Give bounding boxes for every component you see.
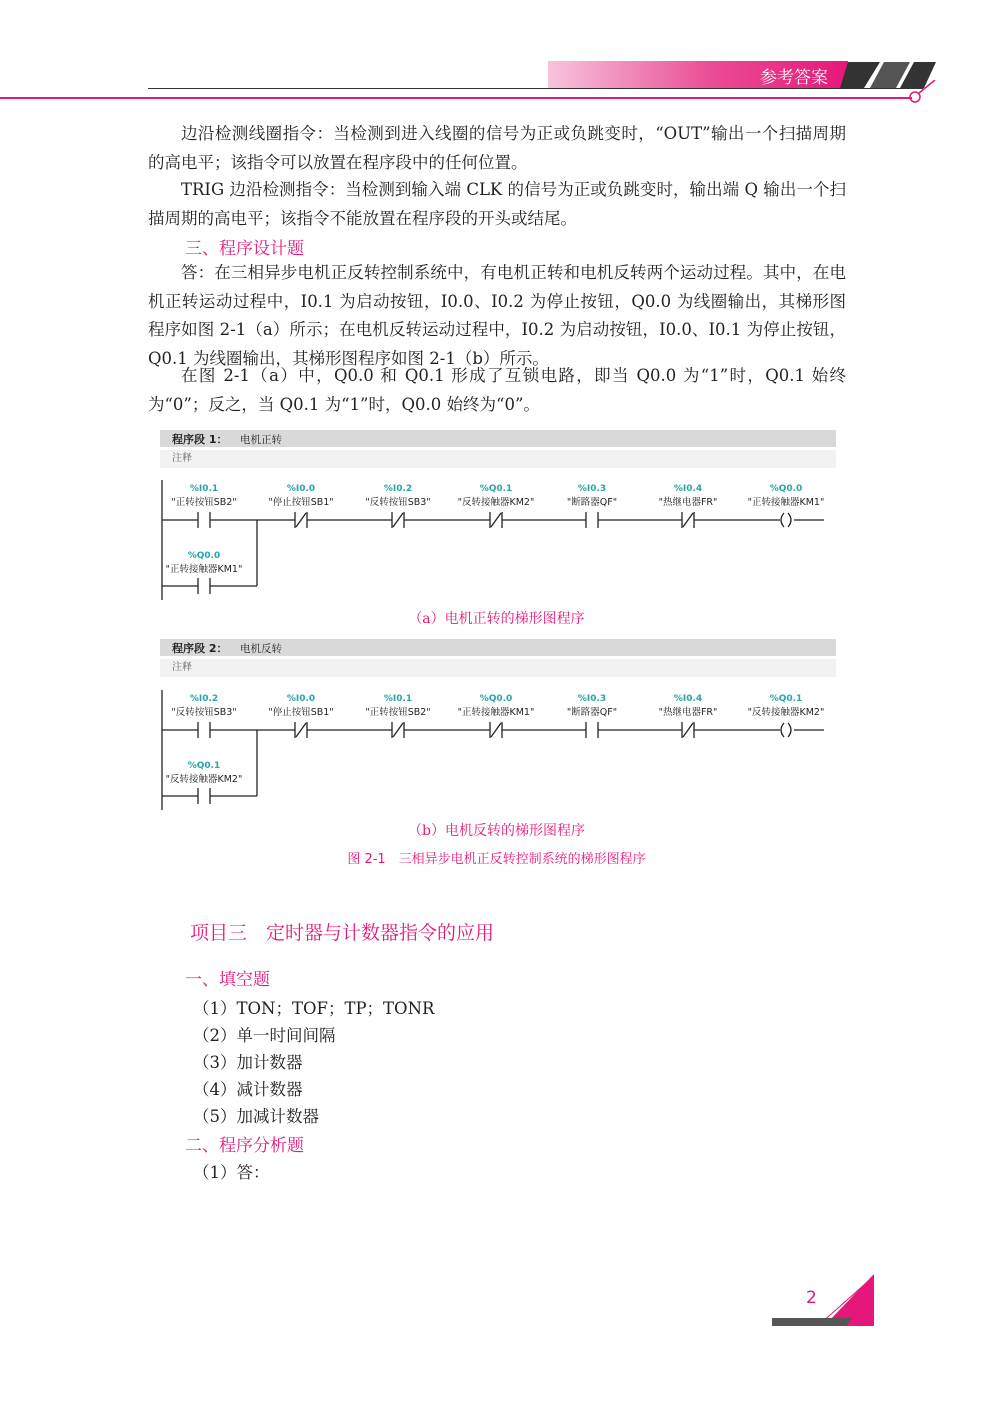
- heading-program-design: 三、程序设计题: [185, 239, 304, 259]
- nc-contact-slash-icon: [296, 723, 306, 737]
- coil-icon: [788, 723, 791, 737]
- heading-fill-blank: 一、填空题: [185, 970, 270, 990]
- ladder-b-comment: 注释: [160, 659, 836, 677]
- paragraph-interlock: 在图 2-1（a）中，Q0.0 和 Q0.1 形成了互锁电路，即当 Q0.0 为“1”时，Q0.1 始终为“0”；反之，当 Q0.1 为“1”时，Q0.0 始终为“0”。: [148, 366, 846, 414]
- section-title: 项目三 定时器与计数器指令的应用: [190, 922, 495, 944]
- contact-address: %I0.3: [577, 484, 607, 494]
- ladder-a-segment-name: 电机正转: [240, 434, 282, 446]
- heading-program-analysis: 二、程序分析题: [185, 1136, 304, 1156]
- ladder-a-caption: （a）电机正转的梯形图程序: [408, 611, 585, 627]
- contact-address: %I0.4: [673, 694, 703, 704]
- branch-name: "反转接触器KM2": [165, 774, 243, 785]
- contact-name: "热继电器FR": [658, 497, 718, 508]
- contact-address: %Q0.1: [769, 694, 803, 704]
- contact-name: "正转接触器KM1": [747, 497, 825, 508]
- list-item: （2）单一时间间隔: [193, 1026, 336, 1045]
- contact-address: %Q0.0: [479, 694, 513, 704]
- nc-contact-slash-icon: [491, 723, 501, 737]
- paragraph-edge-coil: 边沿检测线圈指令：当检测到进入线圈的信号为正或负跳变时，“OUT”输出一个扫描周期的高电平；该指令可以放置在程序段中的任何位置。: [148, 124, 846, 172]
- branch-address: %Q0.0: [187, 551, 221, 561]
- contact-address: %I0.3: [577, 694, 607, 704]
- contact-address: %I0.2: [189, 694, 219, 704]
- nc-contact-slash-icon: [393, 723, 403, 737]
- ladder-a-comment: 注释: [160, 450, 836, 468]
- list-item: （3）加计数器: [193, 1053, 303, 1072]
- branch-name: "正转接触器KM1": [165, 564, 243, 575]
- ladder-b-diagram: [160, 688, 836, 813]
- list-item: （1）TON；TOF；TP；TONR: [193, 999, 435, 1018]
- ladder-a-diagram: [160, 478, 836, 603]
- header-pink-rule: [0, 97, 912, 99]
- list-item: （4）减计数器: [193, 1080, 303, 1099]
- ladder-a-segment-bar: [160, 430, 836, 447]
- contact-name: "反转按钮SB3": [171, 707, 237, 718]
- answer-label: （1）答：: [193, 1163, 270, 1182]
- nc-contact-slash-icon: [683, 513, 693, 527]
- contact-name: "断路器QF": [566, 707, 618, 718]
- coil-icon: [781, 513, 784, 527]
- paragraph-answer: 答：在三相异步电机正反转控制系统中，有电机正转和电机反转两个运动过程。其中，在电机正转运动过程中，I0.1 为启动按钮，I0.0、I0.2 为停止按钮，Q0.0 为线圈输出，其梯形图程序如图 2-1（a）所示；在电机反转运动过程中，I0.2 为启动按钮，I0.0、I0.1 为停止按钮，Q0.1 为线圈输出，其梯形图程序如图 2-1（b）所示。: [148, 263, 846, 368]
- ladder-a-segment-label: 程序段 1：: [172, 433, 228, 446]
- contact-name: "反转按钮SB3": [365, 497, 431, 508]
- contact-address: %Q0.0: [769, 484, 803, 494]
- list-item: （5）加减计数器: [193, 1107, 319, 1126]
- contact-name: "反转接触器KM2": [747, 707, 825, 718]
- contact-address: %I0.2: [383, 484, 413, 494]
- contact-name: "正转接触器KM1": [457, 707, 535, 718]
- contact-name: "正转按钮SB2": [171, 497, 237, 508]
- contact-name: "反转接触器KM2": [457, 497, 535, 508]
- nc-contact-slash-icon: [683, 723, 693, 737]
- ladder-b-segment-name: 电机反转: [240, 643, 282, 655]
- contact-name: "正转按钮SB2": [365, 707, 431, 718]
- contact-address: %I0.0: [286, 484, 316, 494]
- header-title: 参考答案: [760, 68, 828, 88]
- ladder-b-caption: （b）电机反转的梯形图程序: [408, 823, 585, 839]
- figure-caption: 图 2-1 三相异步电机正反转控制系统的梯形图程序: [347, 852, 646, 867]
- ladder-b-segment-label: 程序段 2：: [172, 642, 228, 655]
- contact-address: %I0.1: [189, 484, 219, 494]
- contact-address: %I0.1: [383, 694, 413, 704]
- coil-icon: [781, 723, 784, 737]
- nc-contact-slash-icon: [296, 513, 306, 527]
- contact-address: %Q0.1: [479, 484, 513, 494]
- page-corner-decoration-icon: [770, 1272, 876, 1328]
- contact-name: "断路器QF": [566, 497, 618, 508]
- header-circle-icon: [905, 80, 941, 106]
- paragraph-trig: TRIG 边沿检测指令：当检测到输入端 CLK 的信号为正或负跳变时，输出端 Q 输出一个扫描周期的高电平；该指令不能放置在程序段的开头或结尾。: [148, 180, 846, 228]
- contact-name: "停止按钮SB1": [268, 497, 334, 508]
- contact-address: %I0.4: [673, 484, 703, 494]
- contact-address: %I0.0: [286, 694, 316, 704]
- contact-name: "停止按钮SB1": [268, 707, 334, 718]
- contact-name: "热继电器FR": [658, 707, 718, 718]
- page-number: 2: [806, 1288, 817, 1308]
- header-rule: [148, 88, 923, 89]
- ladder-b-segment-bar: [160, 639, 836, 656]
- nc-contact-slash-icon: [491, 513, 501, 527]
- coil-icon: [788, 513, 791, 527]
- branch-address: %Q0.1: [187, 761, 221, 771]
- nc-contact-slash-icon: [393, 513, 403, 527]
